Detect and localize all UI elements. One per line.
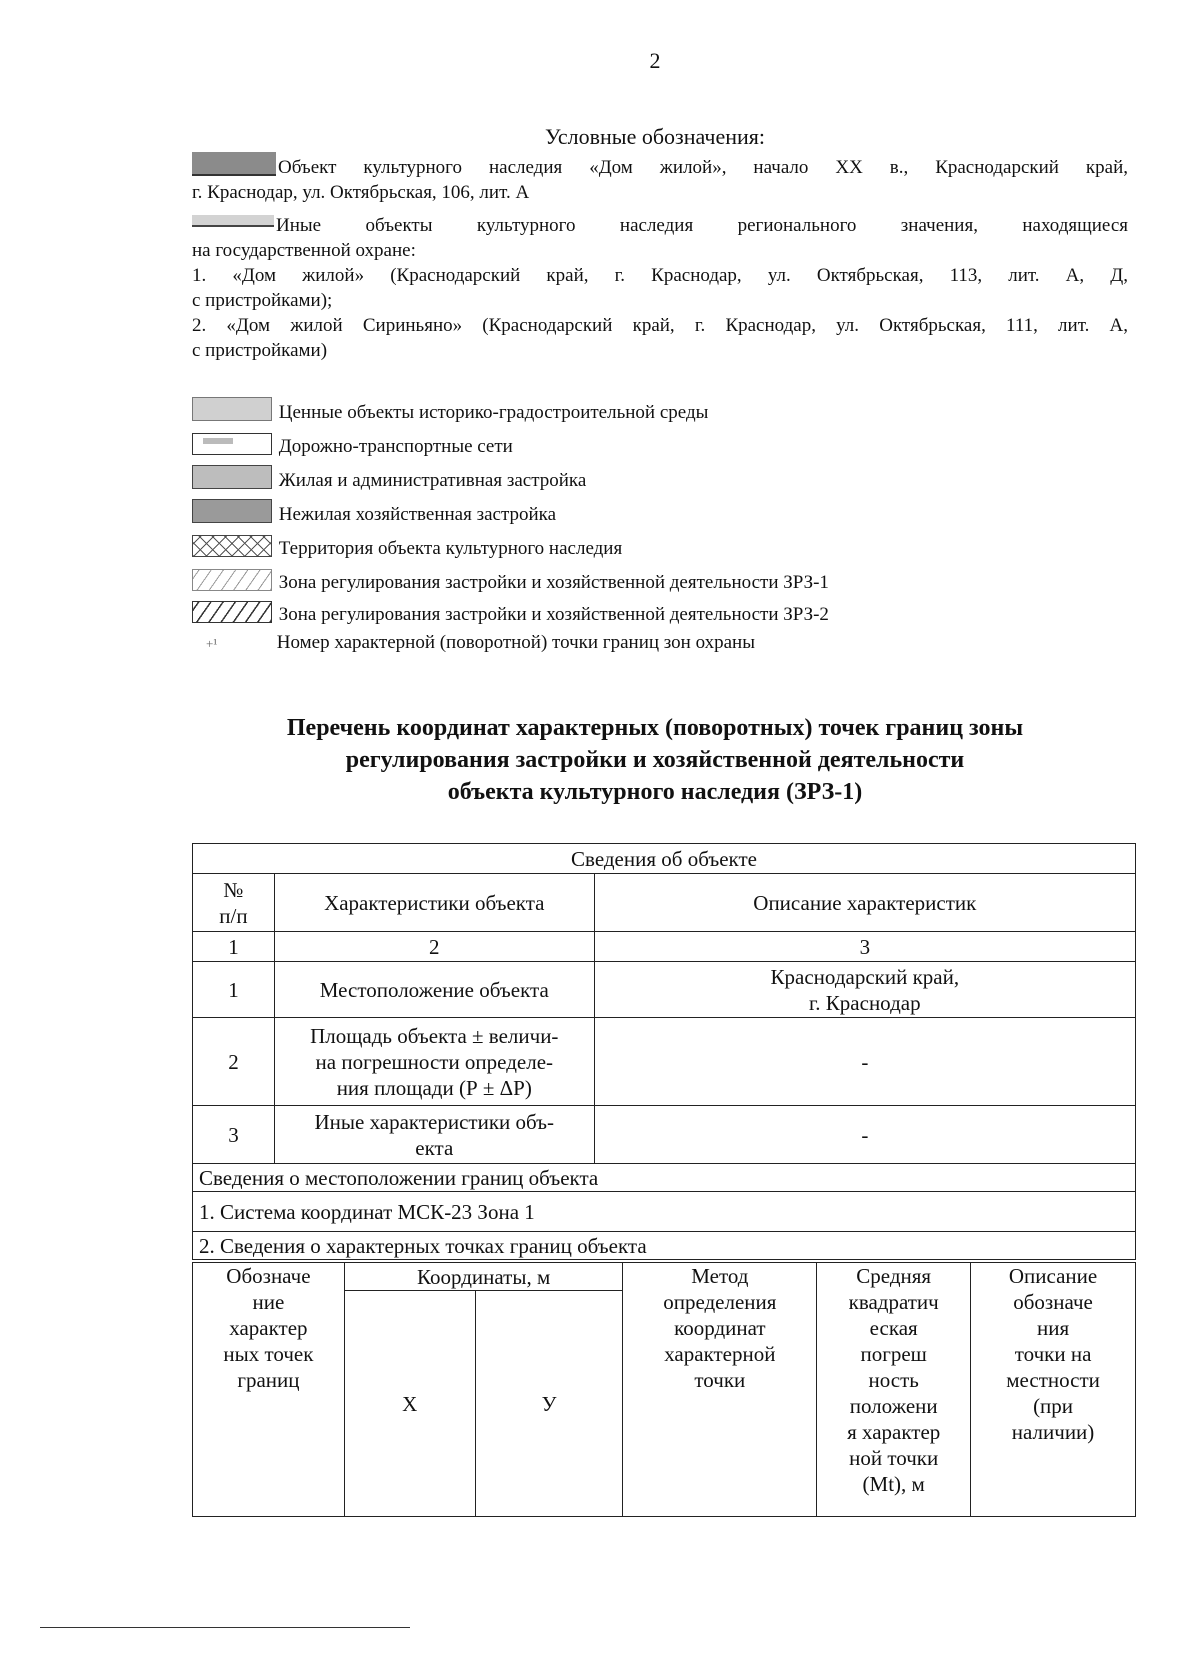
footnote-divider bbox=[40, 1627, 410, 1628]
coordinates-header: Координаты, м bbox=[344, 1263, 623, 1291]
legend-item-residential: Жилая и административная застройка bbox=[192, 464, 1128, 498]
legend-list-2 bbox=[192, 396, 1128, 657]
legend-item-valuable-objects: Ценные объекты историко-градостроительной среды bbox=[192, 396, 1128, 430]
col-description-header: Описание характеристик bbox=[594, 874, 1135, 932]
legend-subitem-2: 2. «Дом жилой Сириньяно» (Краснодарский край, г. Краснодар, ул. Октябрьская, 111, лит. А, bbox=[192, 315, 1128, 336]
legend-item-heritage-object-address: г. Краснодар, ул. Октябрьская, 106, лит. А bbox=[192, 182, 530, 203]
legend-item-roads: Дорожно-транспортные сети bbox=[192, 430, 1128, 464]
roads-swatch-icon bbox=[192, 433, 272, 455]
object-info-caption: Сведения об объекте bbox=[193, 844, 1136, 874]
mean-square-error-header: Средняя квадратич еская погреш ность положени я характер ной точки (Mt), м bbox=[817, 1263, 971, 1517]
legend-subitem-1-cont: с пристройками); bbox=[192, 290, 333, 311]
zrz1-swatch-icon bbox=[192, 569, 272, 591]
coordinate-system: 1. Система координат МСК-23 Зона 1 bbox=[193, 1192, 1136, 1232]
heritage-territory-swatch-icon bbox=[192, 535, 272, 557]
points-caption: 2. Сведения о характерных точках границ объекта bbox=[193, 1232, 1136, 1260]
col-index: 1 bbox=[193, 932, 275, 962]
table-row: 3 Иные характеристики объ- екта - bbox=[193, 1106, 1136, 1164]
legend-item-heritage-object: Объект культурного наследия «Дом жилой», начало XX в., Краснодарский край, bbox=[192, 152, 1128, 180]
col-number-header: № п/п bbox=[193, 874, 275, 932]
legend-item-zrz2: Зона регулирования застройки и хозяйственной деятельности ЗРЗ-2 bbox=[192, 600, 1128, 630]
legend-item-non-residential: Нежилая хозяйственная застройка bbox=[192, 498, 1128, 532]
table-heading: Перечень координат характерных (поворотных) точек границ зоны регулирования застройки и хозяйственной деятельности объекта культурного наследия (ЗРЗ-1) bbox=[286, 715, 1024, 805]
col-index: 3 bbox=[594, 932, 1135, 962]
zrz2-swatch-icon bbox=[192, 601, 272, 623]
method-header: Метод определения координат характерной точки bbox=[623, 1263, 817, 1517]
table-row: 1 Местоположение объекта Краснодарский край, г. Краснодар bbox=[193, 962, 1136, 1018]
point-number-icon: +¹ bbox=[206, 636, 218, 651]
points-table bbox=[192, 1262, 1136, 1517]
legend-subitem-2-cont: с пристройками) bbox=[192, 340, 328, 361]
y-coordinate-header: У bbox=[475, 1291, 623, 1517]
col-characteristics-header: Характеристики объекта bbox=[274, 874, 594, 932]
legend-title: Условные обозначения: bbox=[544, 124, 766, 149]
heritage-object-swatch-icon bbox=[192, 152, 276, 176]
residential-swatch-icon bbox=[192, 465, 272, 489]
other-heritage-swatch-icon bbox=[192, 215, 274, 227]
legend-item-heritage-territory: Территория объекта культурного наследия bbox=[192, 532, 1128, 566]
non-residential-swatch-icon bbox=[192, 499, 272, 523]
legend-item-other-heritage-cont: на государственной охране: bbox=[192, 240, 416, 261]
col-index: 2 bbox=[274, 932, 594, 962]
valuable-objects-swatch-icon bbox=[192, 397, 272, 421]
point-designation-header: Обозначе ние характер ных точек границ bbox=[193, 1263, 345, 1517]
object-info-table bbox=[192, 843, 1136, 1260]
boundary-caption: Сведения о местоположении границ объекта bbox=[193, 1164, 1136, 1192]
page-number: 2 bbox=[649, 48, 661, 73]
x-coordinate-header: Х bbox=[344, 1291, 475, 1517]
legend-item-point-number: +¹ Номер характерной (поворотной) точки границ зон охраны bbox=[192, 630, 1128, 657]
table-row: 2 Площадь объекта ± величи- на погрешности определе- ния площади (Р ± ΔР) - bbox=[193, 1018, 1136, 1106]
legend-subitem-1: 1. «Дом жилой» (Краснодарский край, г. Краснодар, ул. Октябрьская, 113, лит. А, Д, bbox=[192, 265, 1128, 286]
legend-item-other-heritage: Иные объекты культурного наследия регионального значения, находящиеся bbox=[192, 213, 1128, 238]
legend-item-zrz1: Зона регулирования застройки и хозяйственной деятельности ЗРЗ-1 bbox=[192, 566, 1128, 600]
legend-list bbox=[192, 152, 1128, 363]
point-description-header: Описание обозначе ния точки на местности (при наличии) bbox=[971, 1263, 1136, 1517]
